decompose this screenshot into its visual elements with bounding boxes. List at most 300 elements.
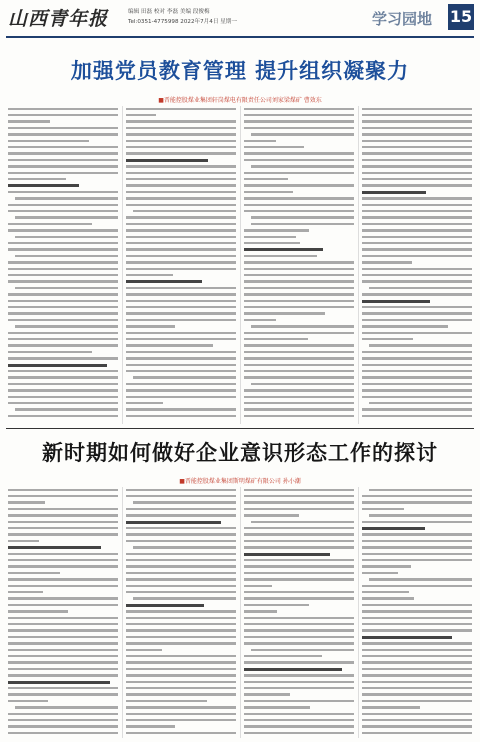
text-line bbox=[362, 591, 409, 594]
text-line bbox=[8, 133, 118, 136]
text-line bbox=[244, 591, 354, 594]
text-line bbox=[362, 389, 472, 392]
text-line bbox=[362, 706, 420, 709]
text-line bbox=[251, 223, 354, 226]
text-line bbox=[126, 165, 236, 168]
text-line bbox=[244, 114, 354, 117]
text-line bbox=[362, 565, 411, 568]
text-line bbox=[362, 268, 472, 271]
text-line bbox=[8, 521, 118, 524]
text-line bbox=[8, 725, 118, 728]
text-line bbox=[126, 300, 236, 303]
text-line bbox=[244, 127, 354, 130]
text-line bbox=[244, 565, 354, 568]
text-line bbox=[244, 332, 354, 335]
text-line bbox=[244, 687, 354, 690]
text-line bbox=[126, 319, 236, 322]
text-line bbox=[244, 120, 354, 123]
text-line bbox=[8, 565, 118, 568]
text-line bbox=[244, 585, 272, 588]
text-line bbox=[362, 636, 452, 639]
text-line bbox=[8, 501, 45, 504]
text-line bbox=[244, 706, 310, 709]
text-line bbox=[362, 687, 472, 690]
text-line bbox=[244, 495, 354, 498]
text-line bbox=[244, 540, 354, 543]
text-line bbox=[126, 508, 236, 511]
text-line bbox=[126, 642, 236, 645]
text-line bbox=[362, 521, 472, 524]
text-line bbox=[8, 357, 118, 360]
text-line bbox=[8, 693, 118, 696]
text-line bbox=[362, 172, 472, 175]
text-line bbox=[8, 668, 118, 671]
text-line bbox=[244, 191, 293, 194]
text-line bbox=[126, 514, 236, 517]
text-line bbox=[362, 508, 404, 511]
text-line bbox=[8, 332, 118, 335]
text-line bbox=[244, 248, 323, 251]
text-line bbox=[126, 146, 236, 149]
text-line bbox=[8, 274, 118, 277]
header-date: Tel:0351-4775998 2022年7月4日 星期一 bbox=[128, 19, 237, 25]
text-line bbox=[126, 229, 236, 232]
text-line bbox=[244, 559, 354, 562]
text-line bbox=[126, 159, 208, 162]
text-line bbox=[244, 376, 354, 379]
text-line bbox=[8, 376, 118, 379]
text-line bbox=[362, 681, 472, 684]
text-line bbox=[362, 533, 472, 536]
text-line bbox=[8, 546, 101, 549]
text-line bbox=[362, 553, 472, 556]
text-line bbox=[362, 713, 472, 716]
text-line bbox=[126, 274, 173, 277]
text-line bbox=[8, 248, 118, 251]
text-line bbox=[8, 319, 118, 322]
text-line bbox=[126, 489, 236, 492]
text-line bbox=[244, 255, 317, 258]
text-line bbox=[251, 383, 354, 386]
text-line bbox=[15, 706, 118, 709]
text-line bbox=[8, 610, 68, 613]
text-line bbox=[362, 108, 472, 111]
text-line bbox=[8, 152, 118, 155]
text-line bbox=[362, 338, 413, 341]
text-line bbox=[362, 127, 472, 130]
text-line bbox=[244, 274, 354, 277]
text-line bbox=[8, 629, 118, 632]
text-line bbox=[126, 527, 236, 530]
text-line bbox=[362, 623, 472, 626]
text-line bbox=[362, 661, 472, 664]
text-line bbox=[244, 489, 354, 492]
text-line bbox=[244, 546, 354, 549]
text-line bbox=[244, 351, 354, 354]
text-line bbox=[362, 242, 472, 245]
text-line bbox=[126, 127, 236, 130]
text-line bbox=[8, 591, 43, 594]
text-line bbox=[126, 732, 236, 735]
text-line bbox=[244, 668, 342, 671]
article-2-byline: ■晋能控股煤业集团斯明煤矿有限公司 孙小潮 bbox=[179, 478, 301, 485]
text-line bbox=[362, 197, 472, 200]
text-line bbox=[244, 642, 354, 645]
text-line bbox=[8, 559, 118, 562]
text-column bbox=[126, 106, 236, 424]
text-line bbox=[244, 197, 354, 200]
text-line bbox=[126, 700, 207, 703]
text-line bbox=[244, 655, 322, 658]
text-line bbox=[362, 152, 472, 155]
text-line bbox=[126, 713, 236, 716]
header-editors: 编辑 田磊 校对 李磊 美编 段俊梅 bbox=[128, 9, 210, 15]
text-line bbox=[126, 655, 236, 658]
text-line bbox=[369, 489, 472, 492]
text-line bbox=[244, 604, 309, 607]
text-line bbox=[369, 402, 472, 405]
text-line bbox=[8, 114, 118, 117]
text-line bbox=[133, 210, 236, 213]
text-line bbox=[126, 114, 156, 117]
text-line bbox=[126, 351, 236, 354]
text-line bbox=[244, 636, 354, 639]
text-line bbox=[8, 533, 118, 536]
text-line bbox=[362, 312, 472, 315]
text-line bbox=[126, 585, 236, 588]
text-line bbox=[251, 216, 354, 219]
text-line bbox=[8, 713, 118, 716]
text-line bbox=[362, 408, 472, 411]
text-line bbox=[8, 674, 118, 677]
text-line bbox=[126, 408, 236, 411]
text-line bbox=[126, 152, 236, 155]
text-line bbox=[244, 229, 309, 232]
text-line bbox=[8, 719, 118, 722]
section-title: 学习园地 bbox=[372, 10, 433, 28]
column-separator bbox=[122, 487, 123, 738]
text-line bbox=[133, 597, 236, 600]
text-line bbox=[362, 597, 414, 600]
text-line bbox=[8, 585, 118, 588]
text-line bbox=[362, 229, 472, 232]
text-line bbox=[8, 732, 118, 735]
text-line bbox=[8, 604, 118, 607]
text-line bbox=[362, 255, 472, 258]
text-line bbox=[244, 527, 354, 530]
text-line bbox=[362, 732, 472, 735]
text-line bbox=[126, 370, 236, 373]
text-line bbox=[244, 617, 354, 620]
text-line bbox=[8, 306, 118, 309]
text-line bbox=[126, 184, 236, 187]
text-line bbox=[369, 578, 472, 581]
text-line bbox=[126, 415, 236, 418]
text-line bbox=[362, 700, 472, 703]
text-line bbox=[126, 591, 236, 594]
text-line bbox=[244, 210, 354, 213]
text-line bbox=[362, 655, 472, 658]
text-line bbox=[362, 674, 472, 677]
text-line bbox=[8, 495, 118, 498]
text-line bbox=[8, 338, 118, 341]
column-separator bbox=[358, 487, 359, 738]
text-line bbox=[8, 636, 118, 639]
text-line bbox=[15, 216, 118, 219]
text-column bbox=[244, 487, 354, 738]
text-line bbox=[362, 165, 472, 168]
text-line bbox=[126, 725, 175, 728]
text-line bbox=[126, 191, 236, 194]
text-line bbox=[244, 293, 354, 296]
text-line bbox=[126, 325, 175, 328]
text-line bbox=[244, 236, 296, 239]
text-line bbox=[362, 133, 472, 136]
text-line bbox=[133, 376, 236, 379]
text-line bbox=[244, 140, 276, 143]
text-line bbox=[8, 514, 118, 517]
column-separator bbox=[240, 106, 241, 424]
text-line bbox=[8, 351, 92, 354]
text-line bbox=[126, 248, 236, 251]
text-line bbox=[362, 370, 472, 373]
text-line bbox=[362, 191, 426, 194]
text-line bbox=[251, 165, 354, 168]
text-line bbox=[126, 216, 236, 219]
text-line bbox=[244, 578, 354, 581]
text-line bbox=[133, 501, 236, 504]
text-line bbox=[362, 501, 472, 504]
text-line bbox=[126, 687, 236, 690]
text-line bbox=[362, 325, 448, 328]
text-line bbox=[8, 540, 39, 543]
text-line bbox=[244, 553, 330, 556]
text-line bbox=[362, 642, 472, 645]
text-line bbox=[362, 357, 472, 360]
text-line bbox=[8, 146, 118, 149]
text-line bbox=[362, 300, 430, 303]
text-line bbox=[8, 402, 118, 405]
text-line bbox=[362, 546, 472, 549]
text-line bbox=[8, 617, 118, 620]
text-line bbox=[8, 572, 60, 575]
text-line bbox=[244, 681, 354, 684]
text-column bbox=[244, 106, 354, 424]
text-line bbox=[369, 514, 472, 517]
article-2-title: 新时期如何做好企业意识形态工作的探讨 bbox=[42, 441, 438, 465]
text-line bbox=[244, 344, 354, 347]
text-line bbox=[126, 396, 236, 399]
text-line bbox=[244, 725, 354, 728]
text-line bbox=[8, 687, 118, 690]
text-line bbox=[8, 127, 118, 130]
text-line bbox=[126, 261, 236, 264]
text-line bbox=[126, 223, 236, 226]
text-line bbox=[244, 204, 354, 207]
text-line bbox=[8, 120, 50, 123]
text-line bbox=[8, 204, 118, 207]
text-line bbox=[8, 396, 118, 399]
text-line bbox=[126, 533, 236, 536]
text-line bbox=[126, 306, 236, 309]
text-line bbox=[369, 344, 472, 347]
text-line bbox=[126, 133, 236, 136]
text-line bbox=[362, 306, 472, 309]
text-line bbox=[362, 376, 472, 379]
text-line bbox=[8, 293, 118, 296]
text-line bbox=[244, 629, 354, 632]
text-line bbox=[126, 389, 236, 392]
text-line bbox=[126, 693, 236, 696]
text-line bbox=[362, 120, 472, 123]
text-line bbox=[362, 332, 472, 335]
text-line bbox=[126, 617, 236, 620]
text-line bbox=[362, 415, 472, 418]
text-line bbox=[8, 597, 118, 600]
text-line bbox=[244, 674, 354, 677]
text-line bbox=[362, 725, 472, 728]
text-column bbox=[362, 487, 472, 738]
text-line bbox=[244, 732, 354, 735]
text-line bbox=[244, 287, 354, 290]
text-line bbox=[244, 364, 354, 367]
text-line bbox=[362, 184, 472, 187]
text-line bbox=[244, 178, 288, 181]
text-line bbox=[126, 565, 236, 568]
text-line bbox=[244, 312, 325, 315]
text-line bbox=[126, 383, 236, 386]
text-line bbox=[15, 236, 118, 239]
text-line bbox=[251, 325, 354, 328]
text-line bbox=[126, 312, 236, 315]
text-line bbox=[362, 146, 472, 149]
text-line bbox=[126, 540, 236, 543]
text-line bbox=[8, 229, 118, 232]
text-line bbox=[244, 661, 354, 664]
text-line bbox=[362, 527, 425, 530]
text-line bbox=[362, 572, 398, 575]
text-line bbox=[126, 572, 236, 575]
text-line bbox=[126, 344, 213, 347]
text-line bbox=[8, 108, 118, 111]
text-line bbox=[244, 623, 354, 626]
text-line bbox=[126, 236, 236, 239]
text-line bbox=[8, 527, 118, 530]
text-line bbox=[244, 501, 354, 504]
text-line bbox=[244, 508, 354, 511]
text-line bbox=[362, 140, 472, 143]
text-line bbox=[8, 642, 118, 645]
text-line bbox=[244, 319, 276, 322]
text-line bbox=[362, 364, 472, 367]
text-line bbox=[126, 649, 162, 652]
text-line bbox=[362, 280, 472, 283]
text-line bbox=[362, 319, 472, 322]
text-line bbox=[8, 140, 89, 143]
article-divider bbox=[6, 428, 474, 429]
text-line bbox=[362, 585, 472, 588]
text-line bbox=[244, 370, 354, 373]
text-line bbox=[126, 280, 202, 283]
text-line bbox=[8, 623, 118, 626]
text-line bbox=[126, 357, 236, 360]
text-line bbox=[244, 533, 354, 536]
text-line bbox=[8, 268, 118, 271]
text-line bbox=[126, 120, 236, 123]
text-line bbox=[126, 668, 236, 671]
text-line bbox=[244, 261, 354, 264]
text-line bbox=[126, 242, 236, 245]
text-line bbox=[244, 389, 354, 392]
text-line bbox=[362, 495, 472, 498]
text-line bbox=[244, 700, 354, 703]
text-line bbox=[369, 287, 472, 290]
text-line bbox=[126, 332, 236, 335]
text-line bbox=[8, 312, 118, 315]
text-line bbox=[126, 255, 236, 258]
text-line bbox=[362, 261, 412, 264]
text-line bbox=[362, 210, 472, 213]
text-line bbox=[8, 489, 118, 492]
text-line bbox=[244, 396, 354, 399]
text-line bbox=[8, 344, 118, 347]
text-line bbox=[15, 408, 118, 411]
text-line bbox=[126, 108, 236, 111]
text-line bbox=[126, 287, 236, 290]
text-line bbox=[8, 508, 118, 511]
text-line bbox=[244, 146, 304, 149]
text-line bbox=[126, 338, 236, 341]
text-column bbox=[8, 487, 118, 738]
text-line bbox=[8, 159, 118, 162]
text-line bbox=[15, 287, 118, 290]
text-line bbox=[8, 655, 118, 658]
text-line bbox=[8, 649, 118, 652]
text-line bbox=[244, 108, 354, 111]
page-number: 15 bbox=[448, 4, 474, 30]
text-line bbox=[8, 184, 79, 187]
column-separator bbox=[358, 106, 359, 424]
text-line bbox=[126, 521, 221, 524]
text-line bbox=[362, 719, 472, 722]
text-line bbox=[244, 514, 299, 517]
text-line bbox=[362, 216, 472, 219]
text-line bbox=[126, 178, 236, 181]
text-line bbox=[244, 152, 354, 155]
text-line bbox=[8, 415, 118, 418]
text-line bbox=[126, 402, 163, 405]
text-line bbox=[126, 204, 236, 207]
text-line bbox=[8, 172, 118, 175]
text-line bbox=[8, 553, 118, 556]
text-line bbox=[362, 351, 472, 354]
text-line bbox=[244, 300, 354, 303]
text-line bbox=[126, 636, 236, 639]
text-line bbox=[362, 396, 472, 399]
text-column bbox=[8, 106, 118, 424]
text-line bbox=[8, 300, 118, 303]
text-line bbox=[8, 383, 118, 386]
header-rule bbox=[6, 36, 474, 38]
text-line bbox=[8, 178, 66, 181]
text-line bbox=[126, 604, 204, 607]
text-line bbox=[362, 114, 472, 117]
text-line bbox=[126, 719, 236, 722]
text-line bbox=[244, 408, 354, 411]
text-line bbox=[244, 172, 354, 175]
text-line bbox=[8, 280, 118, 283]
text-line bbox=[15, 197, 118, 200]
